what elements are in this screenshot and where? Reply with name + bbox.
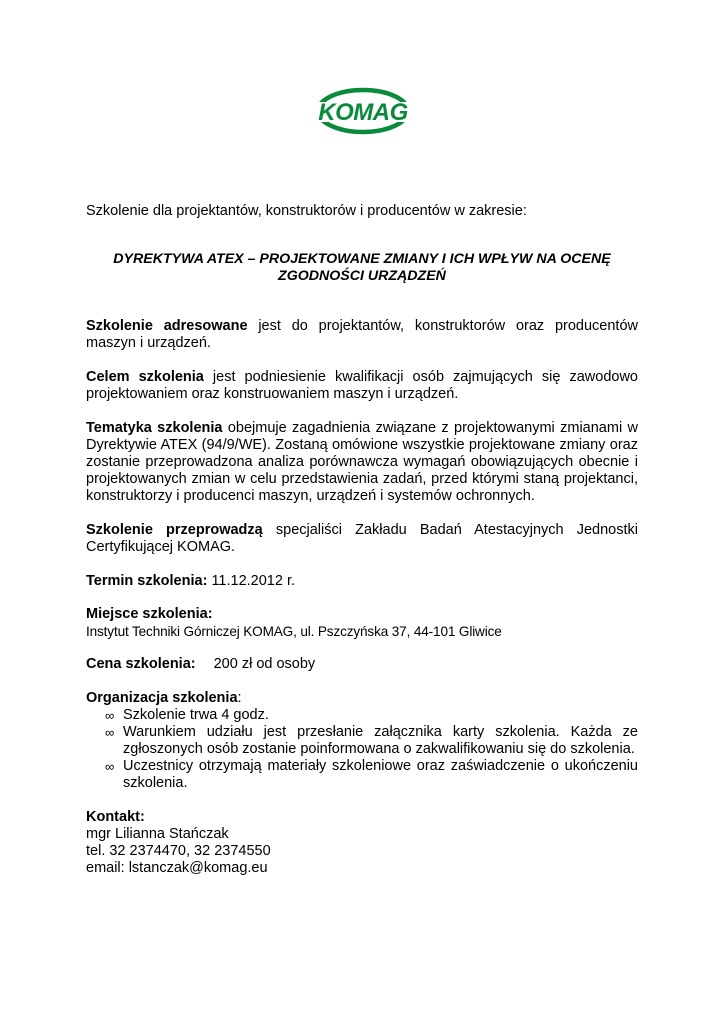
organization-list: [86, 707, 638, 792]
place-label: Miejsce szkolenia:: [86, 606, 213, 622]
paragraph-lead: Tematyka szkolenia: [86, 420, 223, 436]
organization-label: Organizacja szkolenia: [86, 690, 238, 706]
price-label: Cena szkolenia:: [86, 656, 196, 672]
contact-email[interactable]: email: lstanczak@komag.eu: [86, 860, 268, 876]
komag-logo-text: KOMAG: [318, 99, 408, 126]
place-row: [86, 606, 638, 640]
list-item: ∞ Warunkiem udziału jest przesłanie załącznika karty szkolenia. Każda ze zgłoszonych osób zostanie poinformowana o zakwalifikowaniu się do szkolenia.: [105, 724, 638, 757]
training-title-line-2: ZGODNOŚCI URZĄDZEŃ: [278, 268, 446, 284]
paragraph-lead: Celem szkolenia: [86, 369, 204, 385]
paragraph-lead: Szkolenie przeprowadzą: [86, 522, 263, 538]
training-title: [86, 251, 638, 285]
term-label: Termin szkolenia:: [86, 573, 208, 589]
term-value: 11.12.2012 r.: [211, 573, 296, 589]
paragraph-trainers: [86, 522, 638, 556]
price-value: 200 zł od osoby: [213, 656, 316, 672]
paragraph-goal: [86, 369, 638, 403]
paragraph-audience: [86, 318, 638, 352]
paragraph-text: specjaliści Zakładu Badań Atestacyjnych Jednostki Certyfikującej KOMAG.: [86, 522, 638, 555]
intro-text: Szkolenie dla projektantów, konstruktorów i producentów w zakresie:: [86, 203, 527, 219]
list-item: ∞ Szkolenie trwa 4 godz.: [105, 707, 269, 723]
term-row: [86, 573, 638, 590]
price-row: [86, 656, 638, 673]
infinity-bullet-icon: ∞: [105, 725, 115, 740]
organization-section: Organizacja szkolenia: ∞ Szkolenie trwa 4 godz. ∞ Warunkiem udziału jest przesłanie załącznika karty szkolenia. Każda ze zgłoszonych osób zostanie poinformowana o zakwalifikowaniu się do szkolenia. ∞ Uczestnicy otrzymają materiały szkoleniowe oraz zaświadczenie o ukończeniu szkolenia.: [86, 690, 638, 791]
infinity-bullet-icon: ∞: [105, 708, 115, 723]
komag-logo: [313, 82, 413, 138]
place-value: Instytut Techniki Górniczej KOMAG, ul. Pszczyńska 37, 44-101 Gliwice: [86, 624, 502, 639]
list-item: ∞ Uczestnicy otrzymają materiały szkoleniowe oraz zaświadczenie o ukończeniu szkolenia.: [105, 758, 638, 791]
contact-section: [86, 809, 638, 877]
infinity-bullet-icon: ∞: [105, 759, 115, 774]
paragraph-text: jest podniesienie kwalifikacji osób zajmujących się zawodowo projektowaniem oraz konstruowaniem maszyn i urządzeń.: [86, 369, 638, 402]
contact-phone: tel. 32 2374470, 32 2374550: [86, 843, 271, 859]
contact-name: mgr Lilianna Stańczak: [86, 826, 229, 842]
training-title-line-1: DYREKTYWA ATEX – PROJEKTOWANE ZMIANY I ICH WPŁYW NA OCENĘ: [113, 251, 611, 267]
paragraph-lead: Szkolenie adresowane: [86, 318, 248, 334]
contact-label: Kontakt:: [86, 809, 145, 825]
paragraph-text: jest do projektantów, konstruktorów oraz producentów maszyn i urządzeń.: [86, 318, 638, 351]
paragraph-topics: [86, 420, 638, 505]
paragraph-text: obejmuje zagadnienia związane z projektowanymi zmianami w Dyrektywie ATEX (94/9/WE). Zostaną omówione wszystkie projektowane zmiany oraz zostanie przeprowadzona analiza porównawcza wymagań obowiązujących obecnie i projektowanych zmian w celu przedstawienia zadań, przed którymi staną projektanci, konstruktorzy i producenci maszyn, urządzeń i systemów ochronnych.: [86, 420, 638, 504]
document-body: [86, 203, 638, 877]
